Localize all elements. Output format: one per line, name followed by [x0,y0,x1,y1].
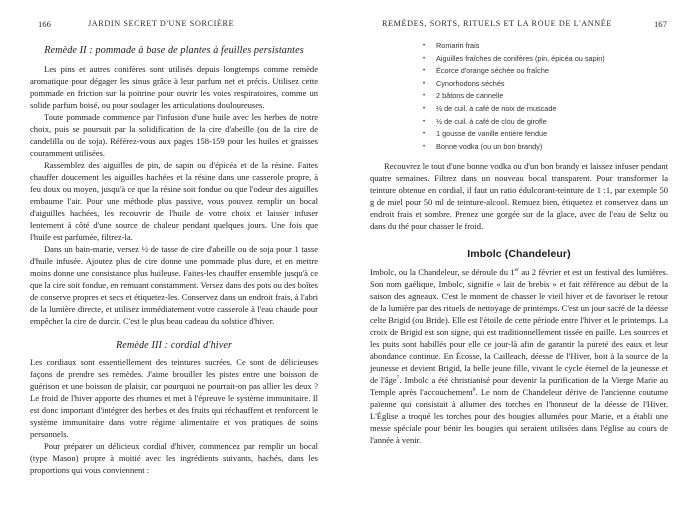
list-item: • 1 gousse de vanille entière fendue [420,128,660,141]
list-item: • 2 bâtons de cannelle [420,90,660,103]
right-page [350,0,700,525]
bullet-icon: • [423,118,426,125]
ingredient-list [420,40,660,153]
bullet-icon: • [423,68,426,75]
list-item: • ½ de cuil. à café de clou de girofle [420,116,660,129]
remedy-3-paragraph: Pour préparer un délicieux cordial d'hiver, commencez par remplir un bocal (type Mason) propre à moitié avec les ingrédients suivants, hachés, dans les proportions qui vous conviennent : [30,441,318,475]
bullet-icon: • [423,131,426,138]
remedy-2-title: Remède II : pommade à base de plantes à feuilles persistantes [44,45,304,56]
remedy-2-paragraph: Rassemblez des aiguilles de pin, de sapin ou d'épicéa et de la résine. Faites chauffer doucement les aiguilles hachées et la résine dans une casserole propre, à feu doux ou moyen, jusqu'à ce que la résine soit fondue ou que l'odeur des aiguilles embaume l'air. Pour une méthode plus passive, vous pouvez remplir un bocal d'aiguilles hachées, les recouvrir de l'huile de votre choix et laisser infuser lentement à côté d'une source de chaleur pendant quelques jours. Une fois que l'huile est parfumée, filtrez-la. [30,160,318,242]
bullet-icon: • [423,43,426,49]
list-item: • Cynorhodons séchés [420,78,660,91]
bullet-icon: • [423,93,426,100]
imbolc-paragraph: Imbolc, ou la Chandeleur, se déroule du 1er au 2 février et est un festival des lumières. Son nom gaélique, Imbolc, signifie « lait de brebis » et fait référence au début de la saison des agneaux. C'est le moment de chasser le vieil hiver et de favoriser le retour de la lumière par des rituels de nettoyage de printemps. C'est un jour sacré de la déesse celte Brigid (ou Bride). Elle est l'étoile de cette période entre l'hiver et le printemps. La croix de Brigid est son signe, qui est traditionnellement tissée en paille. Les sources et les puits sont habillés pour elle ce jour-là afin de garantir la pureté des eaux et leur abondance continue. En Écosse, la Cailleach, déesse de l'Hiver, boit à la source de la jeunesse et devient Brigid, la belle jeune fille, vivant le cycle éternel de la jeunesse et de l'âge$^7$. Imbolc a été christianisé pour devenir la purification de la Vierge Marie au Temple après l'accouchement$^8$. Le nom de Chandeleur dérive de l'ancienne coutume païenne qui consistait à allumer des torches en l'honneur de la déesse de l'Hiver. L'Église a troqué les torches pour des bougies allumées pour Marie, et a établi une messe spéciale pour bénir les bougies qui seraient utilisées dans l'église au cours de l'année à venir. [370,267,669,445]
bullet-icon: • [423,55,426,62]
page-number-left: 166 [38,19,51,29]
remedy-2-paragraph: Toute pommade commence par l'infusion d'une huile avec les herbes de notre choix, puis se poursuit par la solidification de la cire d'abeille (ou de la cire de candelilla ou de soja). Référez-vous aux pages 158-159 pour les huiles et graisses couramment utilisées. [30,112,318,158]
list-item: • Romarin frais [420,40,660,53]
remedy-3-title: Remède III : cordial d'hiver [115,340,233,351]
right-column [370,160,668,446]
remedy-2-paragraph: Dans un bain-marie, versez ½ de tasse de cire d'abeille ou de soja pour 1 tasse d'huile infusée. Ajoutez plus de cire donne une pommade plus dure, et en mettre moins donne une consistance plus huileuse. Faites-les chauffer ensemble jusqu'à ce que la cire soit fondue, en remuant constamment. Versez dans des pots ou des boîtes de conserve propres et secs et étiquetez-les. Conservez dans un endroit frais, à l'abri de la lumière directe, et utilisez immédiatement votre casserole à l'eau chaude pour empêcher la cire de durcir. C'est le plus beau cadeau du solstice d'hiver. [30,244,318,326]
bullet-icon: • [423,105,426,112]
remedy-3-paragraph: Les cordiaux sont essentiellement des teintures sucrées. Ce sont de délicieuses façons de prendre ses remèdes. J'aime brouiller les pistes entre une boisson de guérison et une boisson de plaisir, car pourquoi ne pourrait-on pas allier les deux ? Le froid de l'hiver apporte des rhumes et met à l'épreuve le système immunitaire. Il est donc important d'intégrer des herbes et des fruits qui réchauffent et renforcent le système immunitaire dans votre régime alimentaire et vos pratiques de soins personnels. [30,357,318,439]
left-column [30,44,318,476]
list-item: • Écorce d'orange séchée ou fraîche [420,65,660,78]
remedy-2-paragraph: Les pins et autres conifères sont utilisés depuis longtemps comme remède aromatique pour dégager les sinus grâce à leur parfum net et précis. Utilisez cette pommade en friction sur la poitrine pour ouvrir les voies respiratoires, comme un solide parfum boisé, ou pour soulager les articulations douloureuses. [30,64,318,110]
bullet-icon: • [423,143,426,150]
bullet-icon: • [423,80,426,87]
running-head-left: JARDIN SECRET D'UNE SORCIÈRE [88,19,235,28]
list-item: • Aiguilles fraîches de conifères (pin, épicéa ou sapin) [420,53,660,66]
cordial-paragraph: Recouvrez le tout d'une bonne vodka ou d'un bon brandy et laissez infuser pendant quatre semaines. Filtrez dans un nouveau bocal transparent. Pour transformer la teinture obtenue en cordial, il faut un ratio édulcorant-teinture de 1 :1, par exemple 50 g de miel pour 50 ml de teinture-alcool. Remuez bien, étiquetez et conservez dans un endroit frais et sombre. Prenez une gorgée sur de la glace, avec de l'eau de Seltz ou dans du thé pour chasser le froid. [370,161,668,231]
imbolc-title: Imbolc (Chandeleur) [467,248,571,260]
ingredient-list-block [420,40,660,153]
page-number-right: 167 [654,19,667,29]
running-head-right: REMÈDES, SORTS, RITUELS ET LA ROUE DE L'ANNÉE [382,19,613,28]
list-item: • Bonne vodka (ou un bon brandy) [420,141,660,154]
list-item: • ½ de cuil. à café de noix de muscade [420,103,660,116]
